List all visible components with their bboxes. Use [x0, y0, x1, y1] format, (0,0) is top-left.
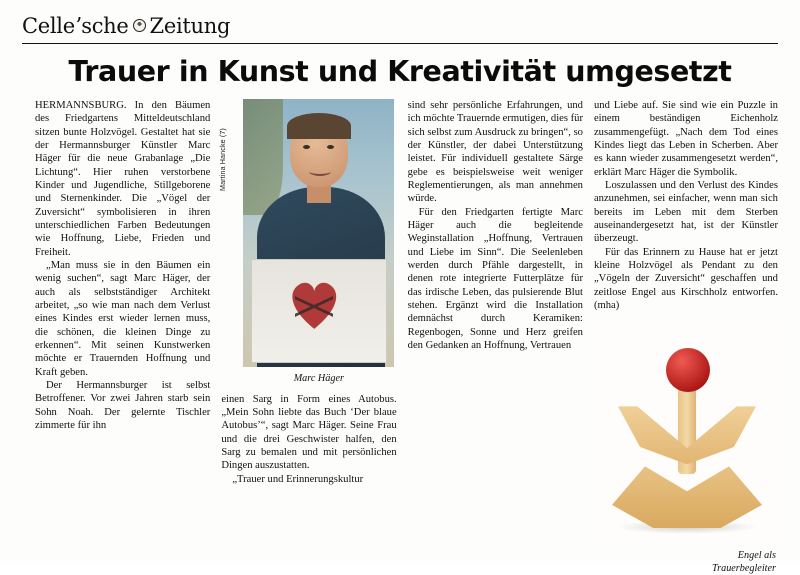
- column-3: [408, 99, 583, 535]
- paragraph: Loszulassen und den Verlust des Kindes anzunehmen, sei einfacher, wenn man sich bereits im Leben mit dem Sterben auseinandergesetzt hat, ist der Künstler überzeugt.: [593, 179, 778, 245]
- sculpture-caption-line-2: Trauerbegleiter: [712, 562, 776, 574]
- paragraph: „Man muss sie in den Bäumen ein wenig suchen“, sagt Marc Häger, der auch als selbstständiger Architekt arbeitet, „so wie man nach dem Verlust eines Kindes erst wieder lernen muss, die schönen, die kleinen Dinge zu erkennen“. Mit seinen Kunstwerken möchte er Trauernden Hoffnung und Kraft geben.: [35, 260, 211, 378]
- masthead: [22, 10, 778, 44]
- portrait-photo: [243, 99, 394, 367]
- photo-block: [218, 99, 396, 386]
- photo-credit: Martina Hancke (7): [218, 128, 228, 191]
- paragraph: sind sehr persönliche Erfahrungen, und ich möchte Trauernde ermutigen, dies für sich selbst zum Ausdruck zu bringen“, so der Künstler, der dabei Unterstützung leistet. Für individuell gestaltete Särge gebe es beispielsweise weit weniger Reglementierungen, als man annehmen würde.: [407, 99, 583, 205]
- seal-icon: [133, 19, 146, 32]
- paragraph: Für das Erinnern zu Hause hat er jetzt kleine Holzvögel als Pendant zu den „Vögeln der Zuversicht“ geschaffen und zeitlose Engel aus Kirschholz entworfen. (mha): [593, 246, 778, 312]
- logo-word-2: Zeitung: [149, 13, 231, 38]
- paragraph: „Trauer und Erinnerungskultur: [232, 473, 364, 485]
- sculpture-photo: [594, 314, 778, 546]
- paragraph: einen Sarg in Form eines Autobus. „Mein Sohn liebte das Buch ‘Der blaue Autobus’“, sagt Marc Häger. Seine Frau und die drei Geschwister halfen, den Sarg zu bemalen und mit persönlichen Dingen auszustatten.: [221, 393, 397, 472]
- column-1: [22, 99, 210, 535]
- paragraph: Der Hermannsburger ist selbst Betroffener. Vor zwei Jahren starb sein Sohn Noah. Der gelernte Tischler zimmerte für ihn: [35, 380, 211, 432]
- newspaper-logo: [22, 14, 230, 38]
- column-4: [593, 99, 778, 574]
- paragraph: Für den Friedgarten fertigte Marc Häger auch die begleitende Weginstallation „Hoffnung, Vertrauen und Liebe im Sinn“. Die Seelenleben werden durch Pfähle dargestellt, in denen rote integrierte Futterplätze für das irdische Leben, das pulsierende Blut stehen. Ergänzt wird die Installation demnächst durch Keramiken: Regenbogen, Sonne und Herz greifen den Gedanken an Hoffnung, Vertrauen: [407, 206, 583, 352]
- article-columns: [22, 99, 778, 574]
- column-2: [218, 99, 397, 535]
- logo-word-1: Celleʼsche: [22, 13, 129, 38]
- paragraph: und Liebe auf. Sie sind wie ein Puzzle in einem beständigen Eichenholz zusammengefügt. „Nach dem Tod eines Kindes liegt das Leben in Scherben. Aber es kann wieder zusammengesetzt werden“, erklärt Marc Häger die Symbolik.: [593, 99, 778, 178]
- sculpture-caption-line-1: Engel als: [737, 550, 776, 562]
- paragraph: HERMANNSBURG. In den Bäumen des Friedgartens Mitteldeutschland sitzen bunte Holzvögel. Gestaltet hat sie der Hermannsburger Künstler Marc Häger für die neue Grabanlage „Die Lichtung“. Hier ruhen verstorbene Kinder und Jugendliche, Stillgeborene und Sternenkinder. Die „Vögel der Zuversicht“ symbolisieren in ihren unterschiedlichen Farben Bedeutungen wie Hoffnung, Liebe, Frieden und Freiheit.: [35, 99, 211, 258]
- photo-caption: Marc Häger: [293, 372, 344, 384]
- sculpture-block: [594, 314, 778, 574]
- article-headline: Trauer in Kunst und Kreativität umgesetzt: [68, 55, 732, 88]
